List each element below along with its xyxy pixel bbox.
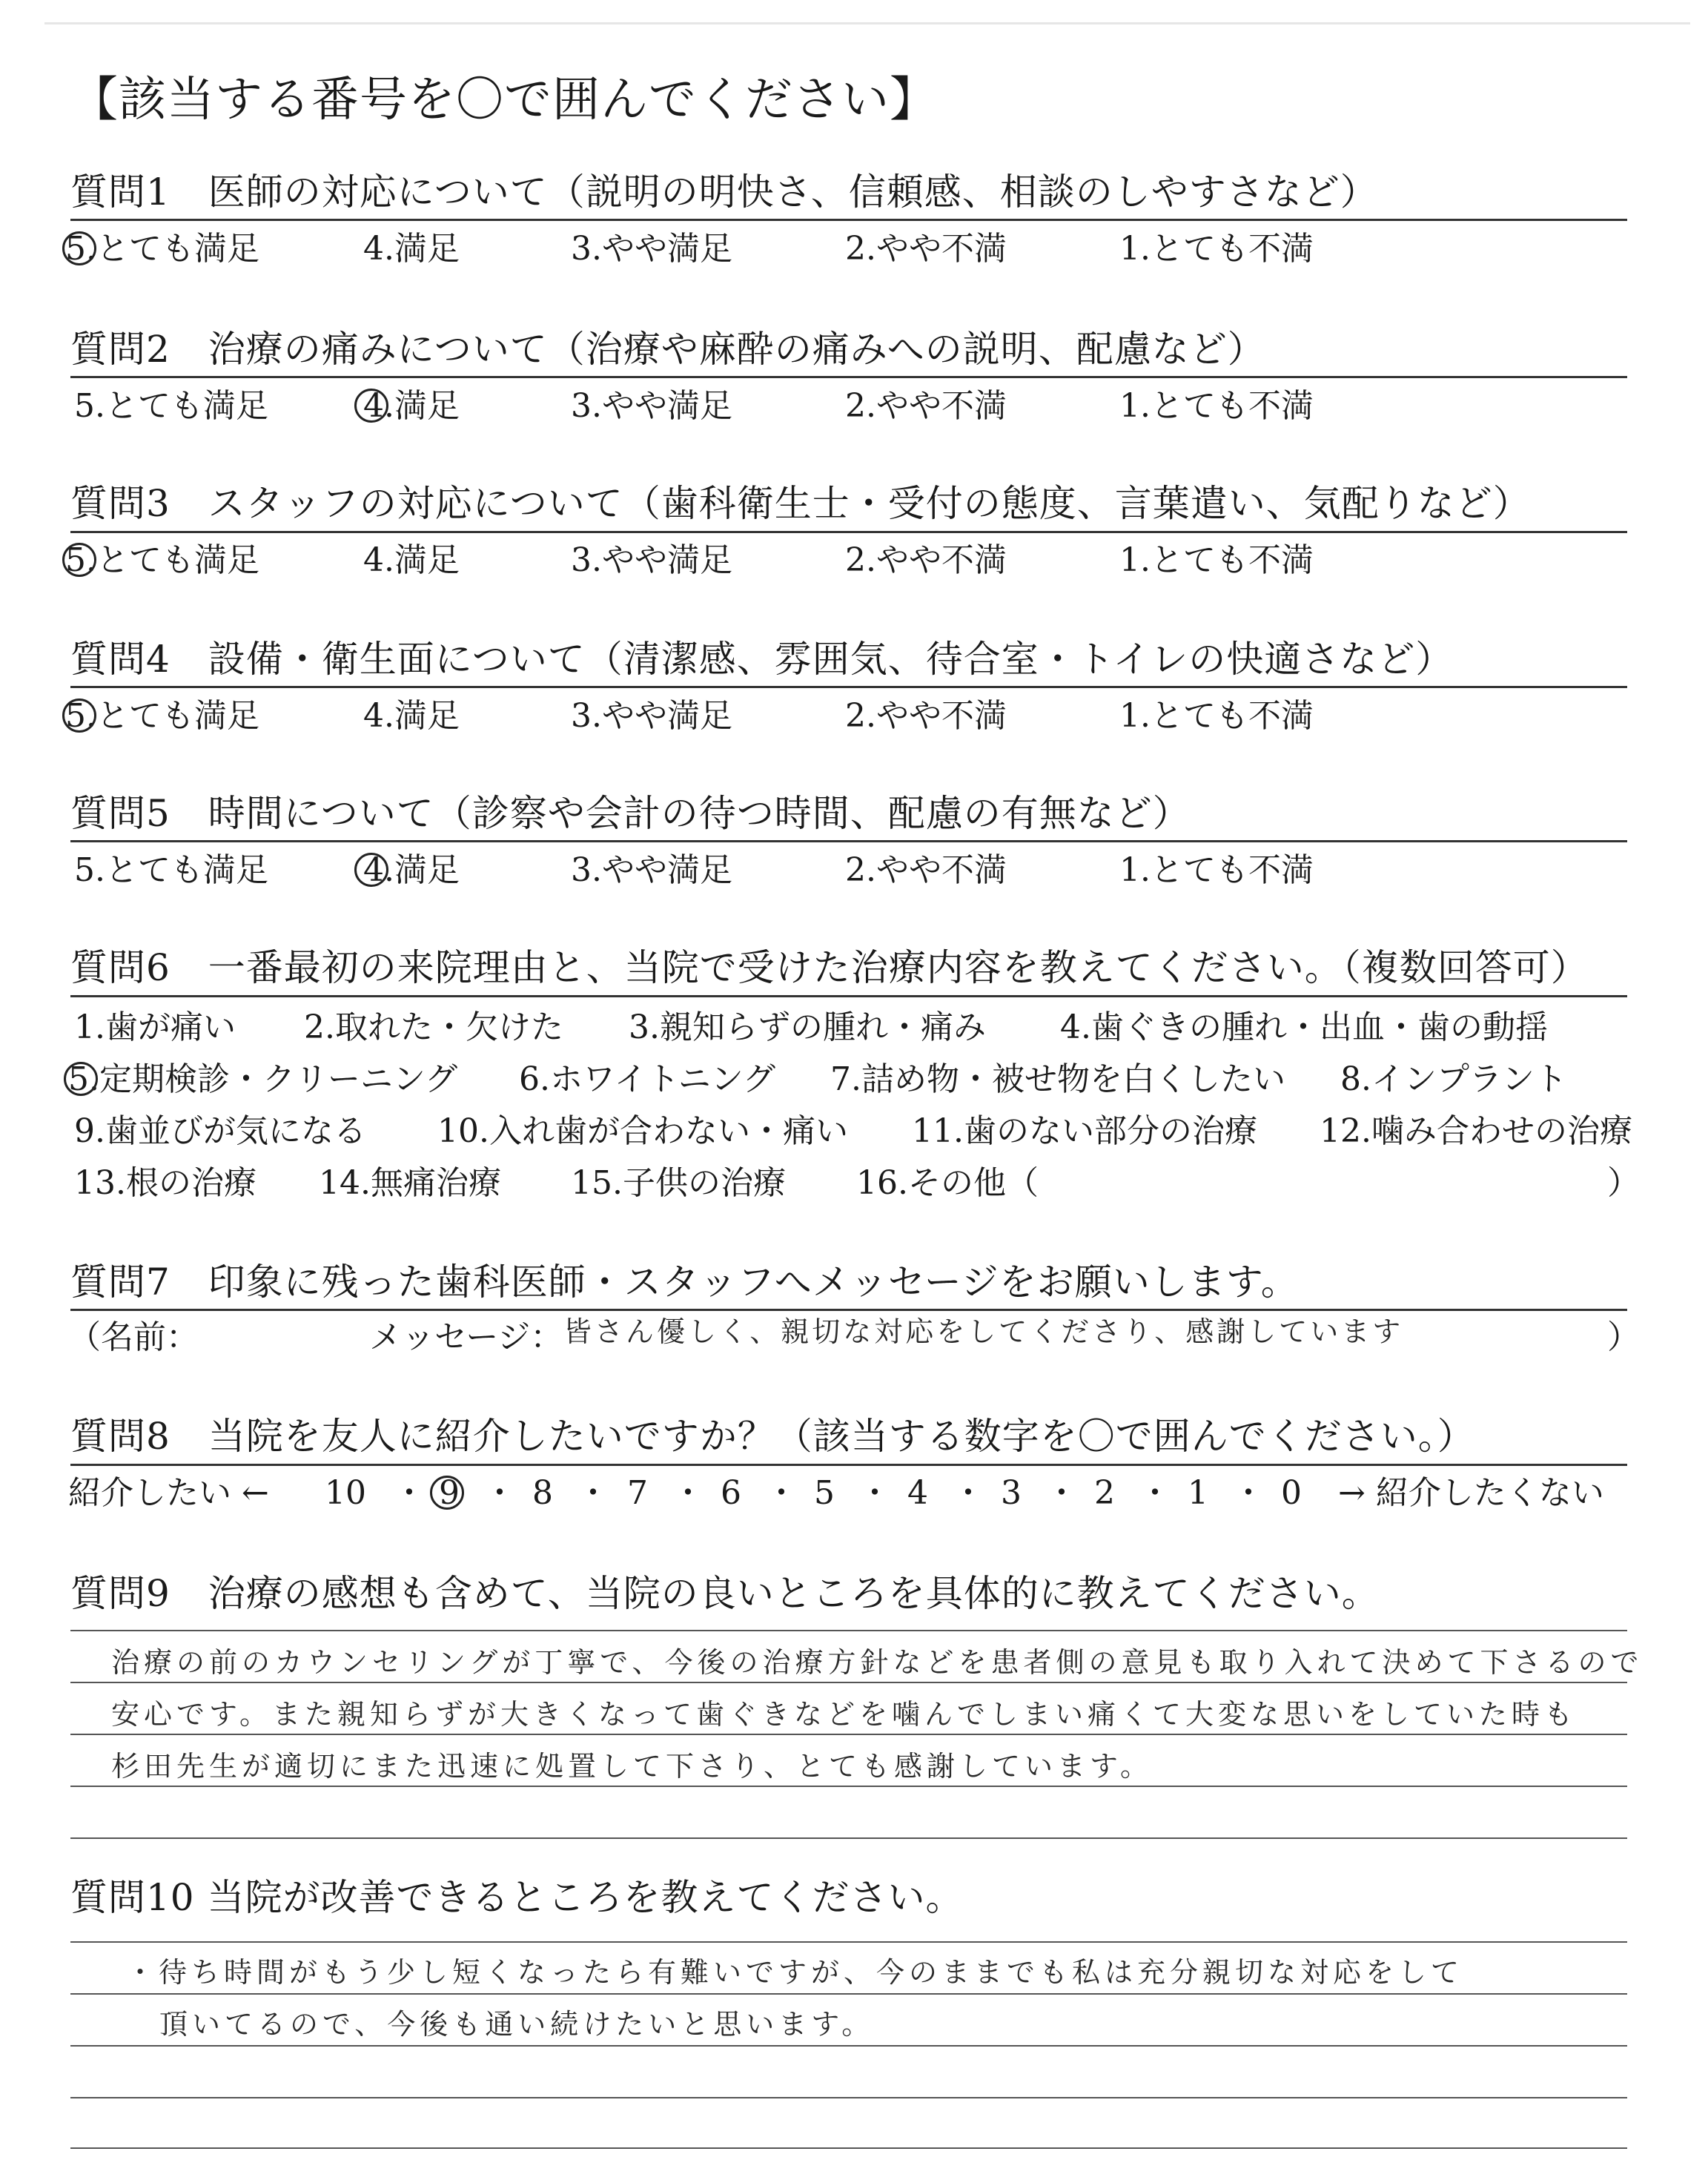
q6-selection-circle — [64, 1062, 98, 1096]
question-3-label: 質問3 スタッフの対応について（歯科衛生士・受付の態度、言葉遣い、気配りなど） — [70, 482, 1531, 525]
q6-option-4[interactable]: 4.歯ぐきの腫れ・出血・歯の動揺 — [1060, 1008, 1548, 1046]
q7-name-label: （名前： — [68, 1318, 199, 1356]
q8-separator: ・ — [858, 1474, 891, 1512]
q8-value-10[interactable]: 10 — [325, 1474, 366, 1512]
q10-writing-line — [70, 2045, 1627, 2047]
q9-handwritten-line-3: 杉田先生が適切にまた迅速に処置して下さり、とても感謝しています。 — [111, 1750, 1153, 1783]
q5-option-2[interactable]: 2.やや不満 — [845, 851, 1007, 889]
q8-separator: ・ — [1045, 1474, 1078, 1512]
q8-value-7[interactable]: 7 — [627, 1474, 648, 1512]
q9-writing-line — [70, 1682, 1627, 1683]
question-3-rule — [70, 531, 1627, 533]
q10-writing-line — [70, 2097, 1627, 2098]
q3-selection-circle — [62, 543, 96, 577]
q6-option-13[interactable]: 13.根の治療 — [74, 1164, 256, 1202]
q3-option-3[interactable]: 3.やや満足 — [571, 541, 732, 579]
q8-value-4[interactable]: 4 — [907, 1474, 928, 1512]
q4-option-4[interactable]: 4.満足 — [363, 697, 460, 735]
q10-writing-line — [70, 1993, 1627, 1995]
q6-option-5[interactable]: 5.定期検診・クリーニング — [68, 1060, 458, 1098]
q8-separator: ・ — [393, 1474, 426, 1512]
question-7-rule — [70, 1309, 1627, 1311]
q7-handwritten-message: 皆さん優しく、親切な対応をしてくださり、感謝しています — [563, 1315, 1404, 1348]
q10-writing-line — [70, 1941, 1627, 1943]
q1-option-3[interactable]: 3.やや満足 — [571, 230, 732, 268]
q8-value-6[interactable]: 6 — [721, 1474, 741, 1512]
q4-option-5[interactable]: 5.とても満足 — [65, 697, 259, 735]
q8-selection-circle — [430, 1476, 464, 1510]
q8-separator: ・ — [952, 1474, 984, 1512]
q9-handwritten-line-1: 治療の前のカウンセリングが丁寧で、今後の治療方針などを患者側の意見も取り入れて決めて下さるので — [111, 1646, 1644, 1679]
page-title: 【該当する番号を〇で囲んでください】 — [70, 73, 938, 128]
q2-option-4[interactable]: 4.満足 — [363, 387, 460, 425]
q9-writing-line — [70, 1786, 1627, 1787]
q6-close-paren: ） — [1607, 1164, 1640, 1202]
q8-value-9[interactable]: 9 — [439, 1474, 460, 1512]
q6-option-8[interactable]: 8.インプラント — [1340, 1060, 1567, 1098]
q2-selection-circle — [354, 389, 388, 423]
q8-separator: ・ — [672, 1474, 704, 1512]
question-7-label: 質問7 印象に残った歯科医師・スタッフへメッセージをお願いします。 — [70, 1261, 1299, 1304]
q4-option-2[interactable]: 2.やや不満 — [845, 697, 1007, 735]
q3-option-5[interactable]: 5.とても満足 — [65, 541, 259, 579]
q4-option-1[interactable]: 1.とても不満 — [1119, 697, 1314, 735]
q8-value-8[interactable]: 8 — [532, 1474, 553, 1512]
q8-separator: ・ — [1232, 1474, 1265, 1512]
question-2-label: 質問2 治療の痛みについて（治療や麻酔の痛みへの説明、配慮など） — [70, 328, 1265, 371]
q3-option-4[interactable]: 4.満足 — [363, 541, 460, 579]
q2-option-5[interactable]: 5.とても満足 — [74, 387, 268, 425]
q8-value-5[interactable]: 5 — [814, 1474, 835, 1512]
q10-handwritten-line-1: ・待ち時間がもう少し短くなったら有難いですが、今のままでも私は充分親切な対応をして — [126, 1956, 1464, 1989]
question-4-label: 質問4 設備・衛生面について（清潔感、雰囲気、待合室・トイレの快適さなど） — [70, 638, 1454, 681]
q5-option-1[interactable]: 1.とても不満 — [1119, 851, 1314, 889]
q8-value-3[interactable]: 3 — [1001, 1474, 1022, 1512]
q5-option-4[interactable]: 4.満足 — [363, 851, 460, 889]
q2-option-3[interactable]: 3.やや満足 — [571, 387, 732, 425]
q8-value-1[interactable]: 1 — [1188, 1474, 1208, 1512]
question-1-rule — [70, 219, 1627, 221]
q1-option-5[interactable]: 5.とても満足 — [65, 230, 259, 268]
question-6-label: 質問6 一番最初の来院理由と、当院で受けた治療内容を教えてください。（複数回答可） — [70, 946, 1589, 989]
q8-value-2[interactable]: 2 — [1094, 1474, 1115, 1512]
q8-separator: ・ — [483, 1474, 516, 1512]
q6-option-7[interactable]: 7.詰め物・被せ物を白くしたい — [830, 1060, 1285, 1098]
question-5-rule — [70, 840, 1627, 842]
question-1-label: 質問1 医師の対応について（説明の明快さ、信頼感、相談のしやすさなど） — [70, 171, 1378, 214]
q2-option-2[interactable]: 2.やや不満 — [845, 387, 1007, 425]
q8-separator: ・ — [1139, 1474, 1171, 1512]
q4-option-3[interactable]: 3.やや満足 — [571, 697, 732, 735]
question-8-rule — [70, 1464, 1627, 1466]
q9-writing-line — [70, 1837, 1627, 1839]
q8-left-label: 紹介したい ← — [68, 1474, 269, 1512]
q6-option-15[interactable]: 15.子供の治療 — [571, 1164, 786, 1202]
q3-option-2[interactable]: 2.やや不満 — [845, 541, 1007, 579]
scan-edge — [44, 22, 1690, 24]
question-2-rule — [70, 376, 1627, 378]
q4-selection-circle — [62, 698, 96, 733]
q6-option-16[interactable]: 16.その他（ — [856, 1164, 1039, 1202]
q10-handwritten-line-2: 頂いてるので、今後も通い続けたいと思います。 — [159, 2008, 875, 2041]
q1-selection-circle — [62, 231, 96, 265]
question-9-label: 質問9 治療の感想も含めて、当院の良いところを具体的に教えてください。 — [70, 1572, 1380, 1615]
q6-option-2[interactable]: 2.取れた・欠けた — [304, 1008, 563, 1046]
q6-option-6[interactable]: 6.ホワイトニング — [519, 1060, 776, 1098]
question-10-label: 質問10 当院が改善できるところを教えてください。 — [70, 1876, 964, 1919]
q6-option-12[interactable]: 12.噛み合わせの治療 — [1320, 1112, 1632, 1150]
q6-option-9[interactable]: 9.歯並びが気になる — [74, 1112, 366, 1150]
question-5-label: 質問5 時間について（診察や会計の待つ時間、配慮の有無など） — [70, 792, 1191, 835]
q7-message-label: メッセージ： — [369, 1318, 563, 1356]
q3-option-1[interactable]: 1.とても不満 — [1119, 541, 1314, 579]
q8-separator: ・ — [765, 1474, 798, 1512]
q10-writing-line — [70, 2147, 1627, 2149]
q1-option-4[interactable]: 4.満足 — [363, 230, 460, 268]
q6-option-1[interactable]: 1.歯が痛い — [74, 1008, 236, 1046]
q7-close-paren: ） — [1607, 1318, 1640, 1356]
q9-writing-line — [70, 1734, 1627, 1735]
question-8-label: 質問8 当院を友人に紹介したいですか？（該当する数字を〇で囲んでください。） — [70, 1415, 1475, 1458]
q6-option-11[interactable]: 11.歯のない部分の治療 — [912, 1112, 1257, 1150]
q5-option-3[interactable]: 3.やや満足 — [571, 851, 732, 889]
q6-option-3[interactable]: 3.親知らずの腫れ・痛み — [629, 1008, 986, 1046]
q8-value-0[interactable]: 0 — [1281, 1474, 1302, 1512]
q9-handwritten-line-2: 安心です。また親知らずが大きくなって歯ぐきなどを噛んでしまい痛くて大変な思いをしていた時も — [111, 1698, 1577, 1731]
q6-option-14[interactable]: 14.無痛治療 — [319, 1164, 501, 1202]
q1-option-2[interactable]: 2.やや不満 — [845, 230, 1007, 268]
q9-writing-line — [70, 1630, 1627, 1631]
q8-separator: ・ — [577, 1474, 609, 1512]
q1-option-1[interactable]: 1.とても不満 — [1119, 230, 1314, 268]
q5-selection-circle — [354, 853, 388, 887]
q6-option-10[interactable]: 10.入れ歯が合わない・痛い — [437, 1112, 848, 1150]
question-4-rule — [70, 686, 1627, 688]
q8-right-label: → 紹介したくない — [1338, 1474, 1604, 1512]
q5-option-5[interactable]: 5.とても満足 — [74, 851, 268, 889]
q2-option-1[interactable]: 1.とても不満 — [1119, 387, 1314, 425]
question-6-rule — [70, 995, 1627, 997]
